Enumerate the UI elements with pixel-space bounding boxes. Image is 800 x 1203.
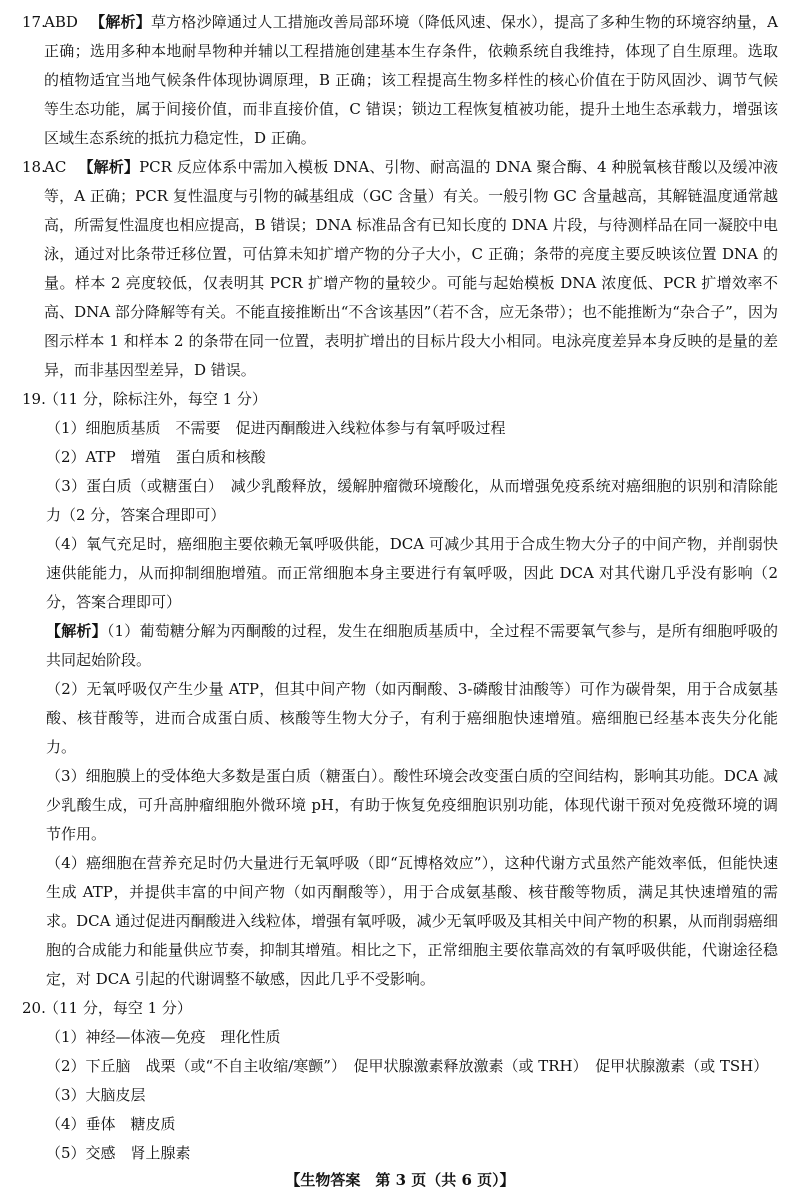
question-19 <box>22 385 778 414</box>
explanation-line: （3）细胞膜上的受体绝大多数是蛋白质（糖蛋白）。酸性环境会改变蛋白质的空间结构，影响其功能。DCA 减少乳酸生成，可升高肿瘤细胞外微环境 pH，有助于恢复免疫细胞识别功能，体现代谢干预对免疫微环境的调节作用。 <box>46 767 779 843</box>
answer-line: （1）细胞质基质 不需要 促进丙酮酸进入线粒体参与有氧呼吸过程 <box>46 419 506 437</box>
answer-choice: AC <box>44 158 67 176</box>
explanation-line: 【解析】（1）葡萄糖分解为丙酮酸的过程，发生在细胞质基质中，全过程不需要氧气参与，是所有细胞呼吸的共同起始阶段。 <box>46 622 778 669</box>
question-number: 17. <box>22 13 46 31</box>
question-17 <box>22 8 778 153</box>
score-note: （11 分，每空 1 分） <box>44 999 192 1017</box>
answer-explanation <box>44 8 778 153</box>
question-number: 20. <box>22 999 46 1017</box>
question-number: 18. <box>22 158 46 176</box>
analysis-tag: 【解析】 <box>46 622 107 640</box>
analysis-text: PCR 反应体系中需加入模板 DNA、引物、耐高温的 DNA 聚合酶、4 种脱氧核苷酸以及缓冲液等，A 正确；PCR 复性温度与引物的碱基组成（GC 含量）有关。一般引物 GC 含量越高，其解链温度通常越高，所需复性温度也相应提高，B 错误；DNA 标准品含有已知长度的 DNA 片段，与待测样品在同一凝胶中电泳，通过对比条带迁移位置，可估算未知扩增产物的分子大小，C 正确；条带的亮度主要反映该位置 DNA 的量。样本 2 亮度较低，仅表明其 PCR 扩增产物的量较少。可能与起始模板 DNA 浓度低、PCR 扩增效率不高、DNA 部分降解等有关。不能直接推断出“不含该基因”（若不含，应无条带）；也不能推断为“杂合子”，因为图示样本 1 和样本 2 的条带在同一位置，表明扩增出的目标片段大小相同。电泳亮度差异本身反映的是量的差异，而非基因型差异，D 错误。 <box>44 158 778 379</box>
analysis-text: 草方格沙障通过人工措施改善局部环境（降低风速、保水），提高了多种生物的环境容纳量，A 正确；选用多种本地耐旱物种并辅以工程措施创建基本生存条件，依赖系统自我维持，体现了自生原理。选取的植物适宜当地气候条件体现协调原理，B 正确；该工程提高生物多样性的核心价值在于防风固沙、调节气候等生态功能，属于间接价值，而非直接价值，C 错误；锁边工程恢复植被功能，提升土地生态承载力，增强该区域生态系统的抵抗力稳定性，D 正确。 <box>44 13 778 147</box>
explanation-line: （2）无氧呼吸仅产生少量 ATP，但其中间产物（如丙酮酸、3-磷酸甘油酸等）可作为碳骨架，用于合成氨基酸、核苷酸等，进而合成蛋白质、核酸等生物大分子，有利于癌细胞快速增殖。癌细胞已经基本丧失分化能力。 <box>46 680 778 756</box>
page-footer: 【生物答案 第 3 页（共 6 页）】 <box>285 1171 515 1189</box>
answer-line: （2）下丘脑 战栗（或“不自主收缩/寒颤”） 促甲状腺激素释放激素（或 TRH） 促甲状腺激素（或 TSH） <box>46 1057 769 1075</box>
question-20 <box>22 994 778 1023</box>
q20-answers <box>22 1023 778 1168</box>
question-body <box>44 8 778 153</box>
question-18 <box>22 153 778 385</box>
answer-explanation <box>44 153 778 385</box>
question-body <box>44 385 778 414</box>
answer-line: （2）ATP 增殖 蛋白质和核酸 <box>46 448 266 466</box>
score-note: （11 分，除标注外，每空 1 分） <box>44 390 267 408</box>
q19-answers <box>22 414 778 994</box>
analysis-tag: 【解析】 <box>89 13 151 31</box>
answer-choice: ABD <box>44 13 78 31</box>
question-body <box>44 153 778 385</box>
answer-line: （4）垂体 糖皮质 <box>46 1115 176 1133</box>
explanation-line: （4）癌细胞在营养充足时仍大量进行无氧呼吸（即“瓦博格效应”），这种代谢方式虽然产能效率低，但能快速生成 ATP，并提供丰富的中间产物（如丙酮酸等），用于合成氨基酸、核苷酸等物质，满足其快速增殖的需求。DCA 通过促进丙酮酸进入线粒体，增强有氧呼吸，减少无氧呼吸及其相关中间产物的积累，从而削弱癌细胞的合成能力和能量供应节奏，抑制其增殖。相比之下，正常细胞主要依靠高效的有氧呼吸供能，代谢途径稳定，对 DCA 引起的代谢调整不敏感，因此几乎不受影响。 <box>46 854 779 988</box>
analysis-tag: 【解析】 <box>78 158 140 176</box>
answer-line: （1）神经—体液—免疫 理化性质 <box>46 1028 281 1046</box>
question-number: 19. <box>22 390 46 408</box>
question-body <box>44 994 778 1023</box>
answer-line: （3）蛋白质（或糖蛋白） 减少乳酸释放，缓解肿瘤微环境酸化，从而增强免疫系统对癌细胞的识别和清除能力（2 分，答案合理即可） <box>46 477 778 524</box>
answer-line: （4）氧气充足时，癌细胞主要依赖无氧呼吸供能，DCA 可减少其用于合成生物大分子的中间产物，并削弱快速供能能力，从而抑制细胞增殖。而正常细胞本身主要进行有氧呼吸，因此 DCA 对其代谢几乎没有影响（2 分，答案合理即可） <box>46 535 779 611</box>
answer-line: （3）大脑皮层 <box>46 1086 146 1104</box>
answer-line: （5）交感 肾上腺素 <box>46 1144 191 1162</box>
